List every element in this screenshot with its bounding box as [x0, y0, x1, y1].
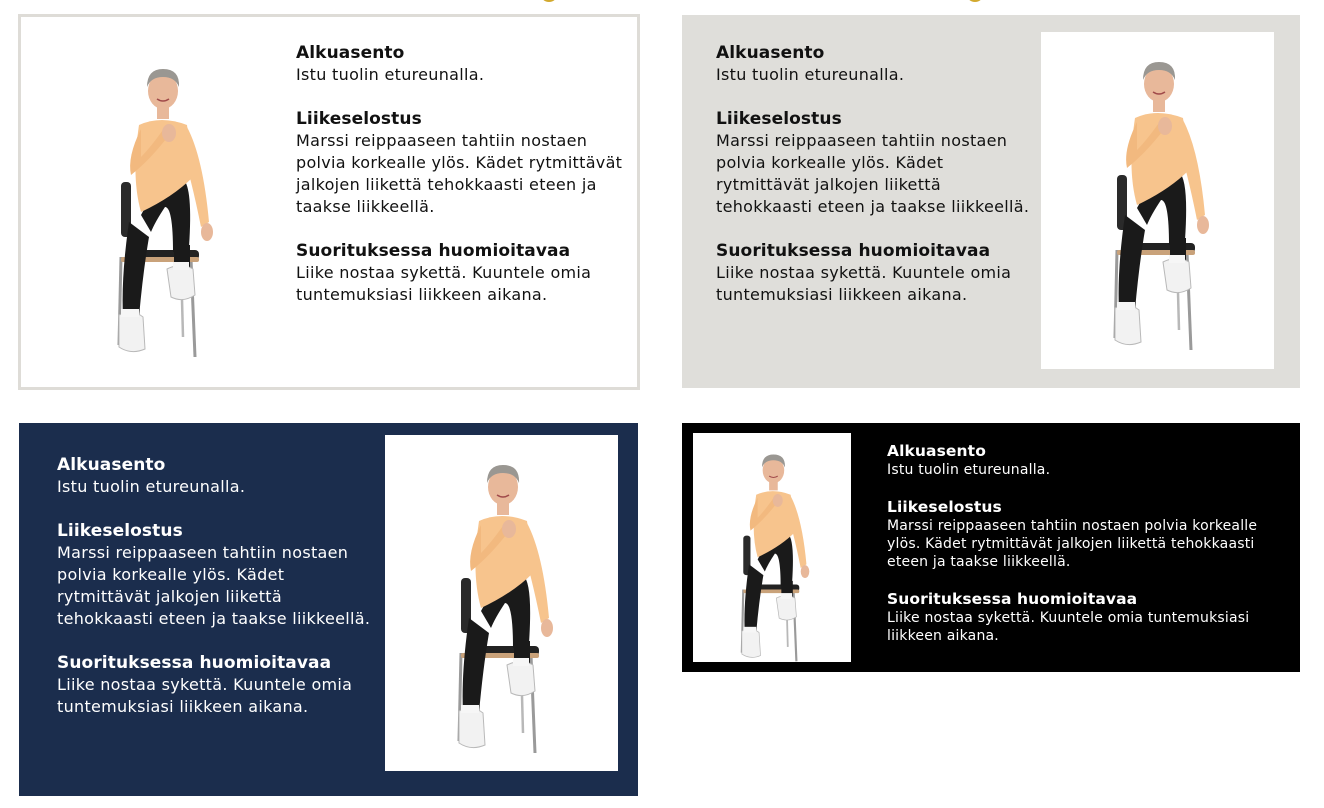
- exercise-text: [57, 454, 377, 718]
- heading-notes: Suorituksessa huomioitavaa: [716, 241, 991, 261]
- heading-movement: Liikeselostus: [296, 109, 422, 129]
- exercise-card-navy: [19, 423, 638, 796]
- text-notes: Liike nostaa sykettä. Kuuntele omia tuntemuksiasi liikkeen aikana.: [57, 675, 353, 716]
- seated-exercise-figure-icon: [81, 47, 241, 367]
- heading-start-position: Alkuasento: [887, 442, 986, 460]
- text-start-position: Istu tuolin etureunalla.: [887, 462, 1051, 478]
- text-start-position: Istu tuolin etureunalla.: [57, 477, 246, 496]
- exercise-photo: [81, 47, 241, 367]
- text-start-position: Istu tuolin etureunalla.: [716, 65, 905, 84]
- text-movement: Marssi reippaaseen tahtiin nostaen polvia korkealle ylös. Kädet rytmittävät jalkojen liikettä tehokkaasti eteen ja taakse liikkeellä.: [57, 543, 371, 628]
- heading-movement: Liikeselostus: [887, 498, 1002, 516]
- text-notes: Liike nostaa sykettä. Kuuntele omia tuntemuksiasi liikkeen aikana.: [716, 263, 1012, 304]
- text-notes: Liike nostaa sykettä. Kuuntele omia tuntemuksiasi liikkeen aikana.: [887, 610, 1250, 644]
- seated-exercise-figure-icon: [693, 433, 851, 662]
- top-decoration-arc-left: [541, 0, 557, 2]
- heading-movement: Liikeselostus: [57, 521, 183, 541]
- exercise-card-grey: [682, 15, 1300, 388]
- text-movement: Marssi reippaaseen tahtiin nostaen polvia korkealle ylös. Kädet rytmittävät jalkojen liikettä tehokkaasti eteen ja taakse liikkeellä.: [887, 518, 1258, 570]
- exercise-card-black: [682, 423, 1300, 672]
- seated-exercise-figure-icon: [385, 435, 618, 771]
- heading-notes: Suorituksessa huomioitavaa: [57, 653, 332, 673]
- text-movement: Marssi reippaaseen tahtiin nostaen polvia korkealle ylös. Kädet rytmittävät jalkojen liikettä tehokkaasti eteen ja taakse liikkeellä.: [296, 131, 623, 216]
- heading-start-position: Alkuasento: [57, 455, 166, 475]
- text-start-position: Istu tuolin etureunalla.: [296, 65, 485, 84]
- text-movement: Marssi reippaaseen tahtiin nostaen polvia korkealle ylös. Kädet rytmittävät jalkojen liikettä tehokkaasti eteen ja taakse liikkeellä.: [716, 131, 1030, 216]
- heading-start-position: Alkuasento: [716, 43, 825, 63]
- top-decoration-arc-right: [967, 0, 983, 2]
- seated-exercise-figure-icon: [1041, 32, 1274, 369]
- heading-notes: Suorituksessa huomioitavaa: [887, 590, 1138, 608]
- exercise-photo: [1041, 32, 1274, 369]
- exercise-card-white: [18, 14, 640, 390]
- exercise-text: [296, 42, 626, 306]
- exercise-photo: [385, 435, 618, 771]
- exercise-photo: [693, 433, 851, 662]
- text-notes: Liike nostaa sykettä. Kuuntele omia tuntemuksiasi liikkeen aikana.: [296, 263, 592, 304]
- heading-notes: Suorituksessa huomioitavaa: [296, 241, 571, 261]
- heading-start-position: Alkuasento: [296, 43, 405, 63]
- heading-movement: Liikeselostus: [716, 109, 842, 129]
- exercise-text: [887, 441, 1287, 645]
- exercise-text: [716, 42, 1036, 306]
